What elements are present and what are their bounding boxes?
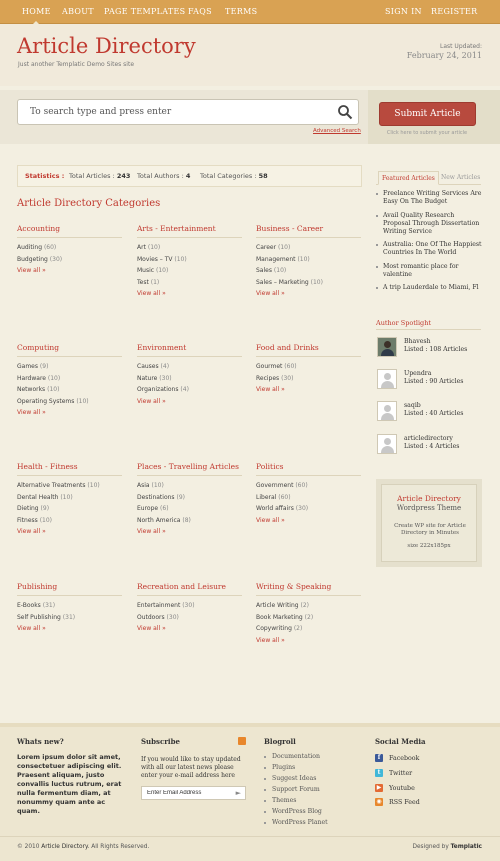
- twitter-icon: t: [375, 769, 383, 777]
- blogroll-link[interactable]: WordPress Planet: [264, 819, 328, 826]
- author-listed: Listed : 40 Articles: [404, 410, 464, 417]
- subcategory-name: Art: [137, 244, 146, 251]
- site-title[interactable]: Article Directory: [17, 34, 196, 58]
- subcategory-count: (10): [310, 278, 323, 286]
- category-block: [137, 582, 242, 635]
- subcategory-count: (2): [304, 613, 314, 621]
- subcategory-link[interactable]: [256, 254, 361, 266]
- subcategory-name: Entertainment: [137, 602, 181, 609]
- category-title[interactable]: Publishing: [17, 582, 58, 591]
- subcategory-count: (10): [297, 255, 310, 263]
- blogroll-link[interactable]: Documentation: [264, 753, 320, 760]
- subcategory-link[interactable]: [256, 242, 361, 254]
- nav-terms[interactable]: TERMS: [225, 7, 258, 16]
- subcategory-name: Liberal: [256, 493, 277, 501]
- subcategory-name: Organizations: [137, 386, 179, 393]
- view-all-link[interactable]: View all »: [17, 528, 46, 535]
- subcategory-count: (4): [160, 363, 170, 370]
- subcategory-count: (10): [151, 482, 164, 489]
- divider: [137, 475, 242, 476]
- divider: [256, 237, 361, 238]
- search-box: [17, 99, 359, 125]
- author-item[interactable]: [377, 369, 482, 393]
- subcategory-name: Dieting: [17, 505, 39, 512]
- subcategory-link[interactable]: [137, 480, 242, 492]
- subcategory-name: Destinations: [137, 493, 175, 501]
- author-item[interactable]: [377, 337, 482, 361]
- whats-new-text: Lorem ipsum dolor sit amet, consectetuer adipiscing elit. Praesent aliquam, justo convallis luctus rutrum, erat nulla fermentum diam, at nonummy quam ante ac quam.: [17, 753, 122, 815]
- subcategory-link[interactable]: [256, 612, 361, 624]
- avatar[interactable]: [377, 434, 397, 454]
- category-title[interactable]: Arts - Entertainment: [137, 224, 216, 233]
- view-all-link[interactable]: View all »: [137, 528, 166, 535]
- nav-page-templates[interactable]: PAGE TEMPLATES: [104, 7, 186, 16]
- blogroll-link[interactable]: Themes: [264, 797, 296, 804]
- total-articles: Total Articles : 243: [69, 172, 131, 180]
- theme-ad[interactable]: [376, 479, 482, 567]
- subcategory-name: Book Marketing: [256, 613, 303, 621]
- subcategory-count: (30): [159, 374, 172, 382]
- subcategory-name: Asia: [137, 482, 150, 489]
- rss-icon: ◉: [376, 798, 382, 805]
- subcategory-count: (8): [182, 516, 191, 524]
- designed-by: Designed by Templatic: [412, 844, 482, 850]
- ad-subtitle: Wordpress Theme: [396, 504, 462, 512]
- subcategory-count: (10): [147, 244, 161, 251]
- nav-register[interactable]: REGISTER: [431, 7, 478, 16]
- subcategory-count: (9): [39, 363, 49, 370]
- subcategory-name: Alternative Treatments: [17, 482, 86, 489]
- author-listed: Listed : 108 Articles: [404, 346, 468, 353]
- subcategory-count: (9): [40, 505, 50, 512]
- view-all-link[interactable]: View all »: [256, 636, 285, 644]
- category-title[interactable]: Environment: [137, 343, 187, 352]
- category-block: [137, 224, 242, 300]
- featured-article[interactable]: Freelance Writing Services Are Easy On The Budget: [376, 190, 482, 206]
- social-link-rss-feed[interactable]: [375, 798, 420, 808]
- social-label: Facebook: [389, 755, 420, 762]
- author-name[interactable]: saqib: [404, 402, 421, 409]
- divider: [137, 595, 242, 596]
- category-block: [256, 343, 361, 396]
- site-header: [0, 24, 500, 86]
- author-item[interactable]: [377, 434, 482, 458]
- subcategory-link[interactable]: [256, 265, 361, 277]
- subcategory-link[interactable]: [256, 373, 361, 385]
- subcategory-link[interactable]: [256, 623, 361, 635]
- subcategory-name: Test: [137, 278, 149, 286]
- category-block: [17, 462, 122, 538]
- subcategory-name: Networks: [17, 386, 46, 393]
- avatar[interactable]: [377, 337, 397, 357]
- divider: [256, 595, 361, 596]
- blogroll-link[interactable]: Suggest Ideas: [264, 775, 316, 782]
- subcategory-count: (60): [284, 363, 297, 370]
- subcategory-name: North America: [137, 516, 181, 524]
- category-title[interactable]: Food and Drinks: [256, 343, 319, 352]
- subcategory-count: (10): [273, 267, 287, 274]
- category-block: [256, 582, 361, 646]
- author-name[interactable]: Upendra: [404, 370, 432, 377]
- subcategory-link[interactable]: [17, 254, 122, 266]
- subcategory-count: (2): [293, 625, 303, 632]
- category-title[interactable]: Politics: [256, 462, 284, 471]
- subcategory-link[interactable]: [17, 373, 122, 385]
- subcategory-link[interactable]: [256, 480, 361, 492]
- divider: [17, 475, 122, 476]
- subcategory-link[interactable]: [17, 612, 122, 624]
- social-link-twitter[interactable]: [375, 769, 412, 779]
- category-title[interactable]: Writing & Speaking: [256, 582, 332, 591]
- subcategory-count: (10): [60, 493, 73, 501]
- divider: [17, 356, 122, 357]
- subcategory-count: (60): [278, 493, 291, 501]
- social-label: Twitter: [389, 770, 413, 777]
- subcategory-link[interactable]: [137, 600, 242, 612]
- view-all-link[interactable]: View all »: [256, 290, 285, 297]
- subcategory-link[interactable]: [256, 600, 361, 612]
- category-title[interactable]: Health - Fitness: [17, 462, 78, 471]
- ad-text: Create WP site for Article Directory in Minutes: [394, 523, 466, 536]
- subcategory-count: (1): [150, 278, 160, 286]
- category-block: [17, 224, 122, 277]
- subcategory-name: Copywriting: [256, 625, 292, 632]
- subcategory-link[interactable]: [137, 254, 242, 266]
- blogroll-heading: Blogroll: [264, 737, 296, 746]
- subcategory-name: Hardware: [17, 374, 46, 382]
- tab-new-articles[interactable]: New Articles: [441, 174, 481, 181]
- featured-article[interactable]: Australia: One Of The Happiest Countries In The World: [376, 241, 482, 257]
- subcategory-link[interactable]: [256, 277, 361, 289]
- subcategory-link[interactable]: [137, 503, 242, 515]
- subcategory-count: (10): [47, 374, 61, 382]
- subcategory-name: Fitness: [17, 516, 38, 524]
- view-all-link[interactable]: View all »: [137, 290, 166, 297]
- nav-sign-in[interactable]: SIGN IN: [385, 7, 422, 16]
- subcategory-link[interactable]: [256, 503, 361, 515]
- subcategory-count: (4): [180, 386, 189, 393]
- submit-hint: Click here to submit your article: [386, 130, 468, 136]
- subcategory-count: (2): [300, 602, 310, 609]
- subcategory-count: (30): [49, 255, 63, 263]
- subcategory-name: Music: [137, 267, 155, 274]
- view-all-link[interactable]: View all »: [17, 267, 46, 274]
- divider: [137, 237, 242, 238]
- subcategory-name: Government: [256, 482, 294, 489]
- templatic-link[interactable]: Templatic: [450, 844, 482, 850]
- theme-ad-inner: [381, 484, 477, 562]
- search-icon[interactable]: [337, 104, 353, 120]
- subcategory-name: Sales – Marketing: [256, 278, 309, 286]
- subcategory-name: Sales: [256, 267, 272, 274]
- subcategory-link[interactable]: [256, 492, 361, 504]
- category-block: [256, 462, 361, 526]
- subcategory-name: Budgeting: [17, 255, 48, 263]
- subcategory-link[interactable]: [256, 361, 361, 373]
- category-title[interactable]: Places - Travelling Articles: [137, 462, 239, 471]
- total-authors: Total Authors : 4: [137, 172, 191, 180]
- total-categories: Total Categories : 58: [200, 172, 268, 180]
- subcategory-count: (30): [281, 374, 294, 382]
- divider: [137, 356, 242, 357]
- category-block: [17, 582, 122, 635]
- author-spotlight-heading: Author Spotlight: [376, 319, 432, 327]
- last-updated-date: February 24, 2011: [406, 51, 482, 60]
- divider: [17, 237, 122, 238]
- subcategory-count: (31): [42, 602, 56, 609]
- copyright: © 2010 Article Directory. All Rights Reserved.: [17, 844, 150, 850]
- subcategory-link[interactable]: [137, 265, 242, 277]
- subcategory-link[interactable]: [137, 361, 242, 373]
- submit-article-button[interactable]: Submit Article: [379, 102, 476, 126]
- subcategory-count: (10): [76, 397, 89, 405]
- subcategory-link[interactable]: [17, 600, 122, 612]
- subcategory-link[interactable]: [17, 503, 122, 515]
- search-input[interactable]: [28, 104, 328, 120]
- subcategory-count: (60): [43, 244, 57, 251]
- divider: [256, 356, 361, 357]
- subcategory-name: Nature: [137, 374, 158, 382]
- author-name[interactable]: Bhavesh: [404, 338, 431, 345]
- subcategory-name: Management: [256, 255, 296, 263]
- subscribe-text: If you would like to stay updated with all our latest news please enter your e-mail address here: [141, 756, 241, 779]
- subcategory-link[interactable]: [17, 515, 122, 527]
- subcategory-count: (30): [166, 613, 179, 621]
- subcategory-link[interactable]: [137, 277, 242, 289]
- view-all-link[interactable]: View all »: [17, 625, 46, 632]
- subcategory-count: (10): [174, 255, 187, 263]
- social-link-facebook[interactable]: [375, 754, 419, 764]
- category-title[interactable]: Business - Career: [256, 224, 324, 233]
- view-all-link[interactable]: View all »: [17, 409, 46, 416]
- social-link-youtube[interactable]: [375, 784, 415, 794]
- subcategory-link[interactable]: [17, 492, 122, 504]
- subcategory-name: Europe: [137, 505, 159, 512]
- facebook-icon: f: [375, 754, 383, 762]
- statistics-bar: [17, 165, 362, 187]
- arrow-right-icon[interactable]: ►: [235, 789, 241, 797]
- subcategory-name: Dental Health: [17, 493, 59, 501]
- social-media-heading: Social Media: [375, 737, 426, 746]
- subcategory-link[interactable]: [17, 361, 122, 373]
- author-name[interactable]: articledirectory: [404, 435, 453, 442]
- subcategory-link[interactable]: [17, 396, 122, 408]
- youtube-icon: ▶: [376, 784, 382, 791]
- site-tagline: Just another Templatic Demo Sites site: [18, 61, 135, 68]
- blogroll-link[interactable]: Support Forum: [264, 786, 320, 793]
- category-title[interactable]: Accounting: [17, 224, 61, 233]
- blogroll-link[interactable]: WordPress Blog: [264, 808, 322, 815]
- divider: [376, 329, 481, 330]
- subcategory-count: (10): [87, 482, 100, 489]
- author-item[interactable]: [377, 401, 482, 425]
- view-all-link[interactable]: View all »: [137, 397, 166, 405]
- author-listed: Listed : 4 Articles: [404, 443, 460, 450]
- email-input[interactable]: [145, 788, 233, 798]
- nav-home[interactable]: HOME: [22, 7, 51, 16]
- subcategory-count: (31): [62, 613, 76, 621]
- ad-title: Article Directory: [397, 494, 461, 503]
- view-all-link[interactable]: View all »: [256, 386, 285, 393]
- nav-about[interactable]: ABOUT: [62, 7, 94, 16]
- categories-heading: Article Directory Categories: [17, 198, 161, 209]
- subcategory-name: Self Publishing: [17, 613, 61, 621]
- subcategory-name: E-Books: [17, 602, 41, 609]
- subcategory-name: Games: [17, 363, 38, 370]
- category-title[interactable]: Recreation and Leisure: [137, 582, 226, 591]
- divider: [256, 475, 361, 476]
- social-label: RSS Feed: [389, 799, 420, 806]
- subcategory-count: (10): [156, 267, 169, 274]
- category-block: [137, 462, 242, 538]
- subcategory-link[interactable]: [137, 373, 242, 385]
- subcategory-link[interactable]: [137, 242, 242, 254]
- email-subscribe-box: [141, 786, 246, 800]
- subcategory-link[interactable]: [17, 480, 122, 492]
- subcategory-name: World affairs: [256, 505, 294, 512]
- article-tabs: [376, 171, 481, 185]
- subcategory-name: Auditing: [17, 244, 43, 251]
- rss-icon[interactable]: [238, 737, 246, 745]
- subcategory-count: (30): [182, 602, 195, 609]
- tab-featured-articles[interactable]: Featured Articles: [378, 171, 439, 185]
- view-all-link[interactable]: View all »: [137, 625, 166, 632]
- subcategory-count: (9): [176, 493, 185, 501]
- featured-article[interactable]: Most romantic place for valentine: [376, 263, 482, 279]
- category-block: [256, 224, 361, 300]
- subcategory-link[interactable]: [137, 384, 242, 396]
- ad-size: size 222x185px: [407, 543, 451, 549]
- whats-new-heading: Whats new?: [17, 737, 64, 746]
- subcategory-name: Operating Systems: [17, 397, 75, 405]
- subcategory-link[interactable]: [17, 384, 122, 396]
- statistics-label: Statistics :: [25, 172, 65, 180]
- subcategory-link[interactable]: [137, 515, 242, 527]
- author-listed: Listed : 90 Articles: [404, 378, 464, 385]
- subcategory-count: (6): [160, 505, 169, 512]
- subcategory-name: Article Writing: [256, 602, 299, 609]
- view-all-link[interactable]: View all »: [256, 516, 285, 524]
- category-block: [137, 343, 242, 407]
- avatar[interactable]: [377, 369, 397, 389]
- subcategory-count: (30): [295, 505, 309, 512]
- subcategory-count: (10): [39, 516, 53, 524]
- subcategory-name: Career: [256, 244, 277, 251]
- subcategory-count: (60): [295, 482, 308, 489]
- subcategory-name: Outdoors: [137, 613, 165, 621]
- featured-article[interactable]: A trip Lauderdale to Miami, Fl: [376, 284, 482, 292]
- top-navigation: [0, 0, 500, 24]
- subcategory-link[interactable]: [137, 492, 242, 504]
- subcategory-name: Movies – TV: [137, 255, 173, 263]
- subcategory-link[interactable]: [137, 612, 242, 624]
- subcategory-name: Gourmet: [256, 363, 283, 370]
- featured-article[interactable]: Avail Quality Research Proposal Through Dissertation Writing Service: [376, 212, 482, 236]
- social-label: Youtube: [389, 785, 415, 792]
- category-title[interactable]: Computing: [17, 343, 60, 352]
- subcategory-name: Recipes: [256, 374, 280, 382]
- subcategory-count: (10): [277, 244, 291, 251]
- category-block: [17, 343, 122, 419]
- advanced-search-link[interactable]: Advanced Search: [313, 128, 361, 134]
- divider: [0, 836, 500, 837]
- subcategory-count: (10): [47, 386, 60, 393]
- subcategory-name: Causes: [137, 363, 159, 370]
- blogroll-link[interactable]: Plugins: [264, 764, 295, 771]
- subcategory-link[interactable]: [17, 242, 122, 254]
- nav-faqs[interactable]: FAQS: [188, 7, 212, 16]
- divider: [17, 595, 122, 596]
- copyright-site-link[interactable]: Article Directory: [41, 844, 88, 850]
- subscribe-heading: Subscribe: [141, 737, 180, 746]
- avatar[interactable]: [377, 401, 397, 421]
- last-updated-label: Last Updated:: [440, 43, 482, 50]
